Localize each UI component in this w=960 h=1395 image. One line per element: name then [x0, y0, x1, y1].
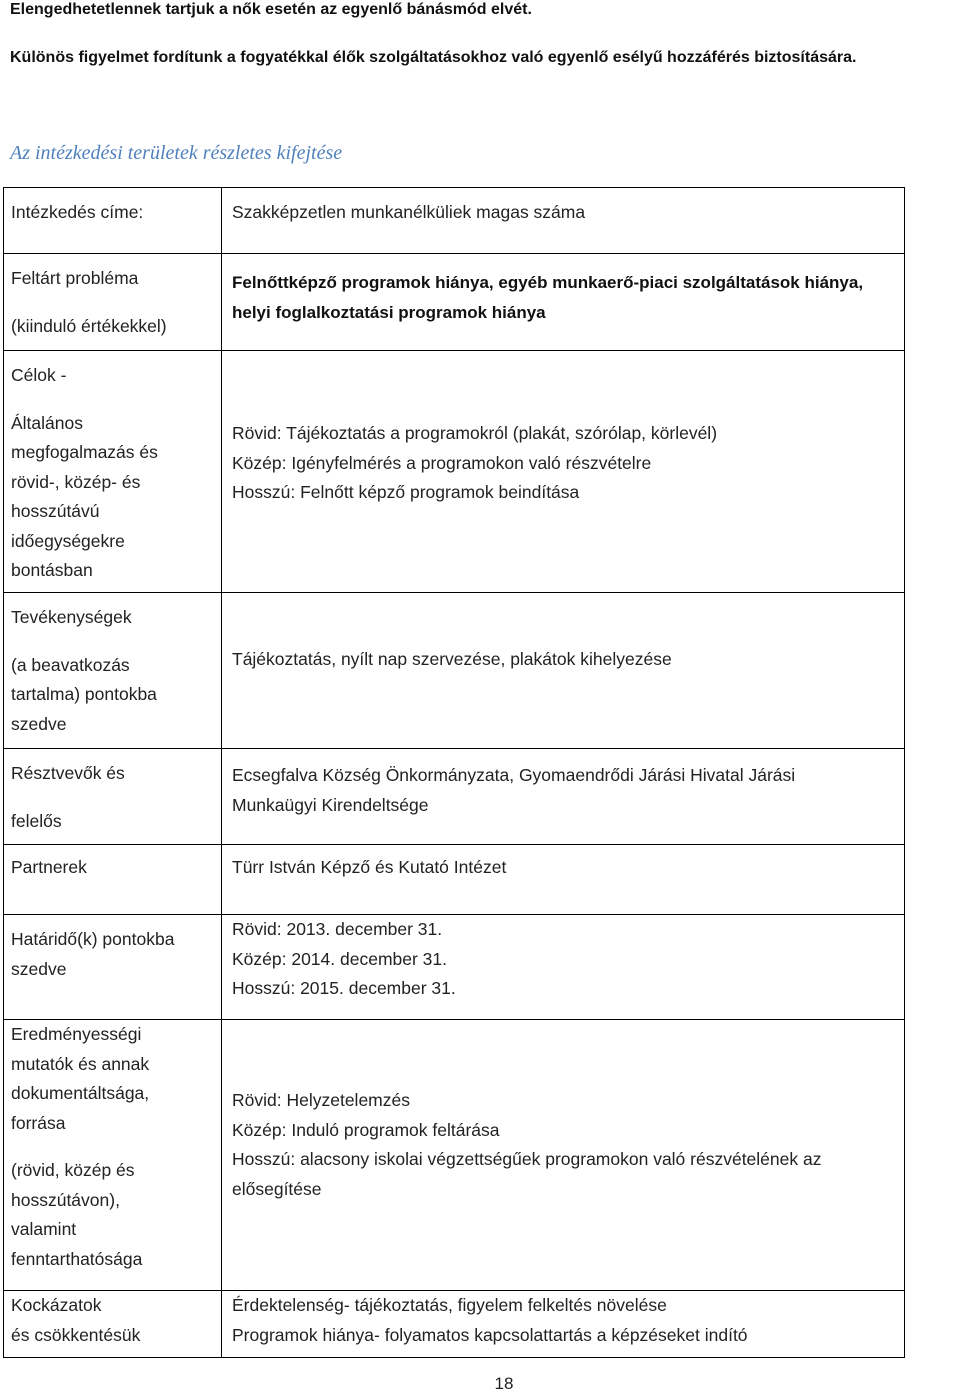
- label-cell: [4, 749, 222, 845]
- table-row-indicators: [4, 1020, 905, 1291]
- row-label: Eredményességi: [11, 1024, 142, 1044]
- row-label: Partnerek: [11, 857, 87, 877]
- row-value: helyi foglalkoztatási programok hiánya: [232, 302, 546, 322]
- value-cell: [222, 254, 905, 351]
- label-cell: [4, 254, 222, 351]
- row-value: Rövid: 2013. december 31.: [232, 919, 443, 939]
- row-value: Rövid: Helyzetelemzés: [232, 1090, 410, 1110]
- row-label: felelős: [11, 810, 62, 831]
- value-cell: [222, 1291, 905, 1358]
- page-number: 18: [494, 1374, 514, 1393]
- label-cell: [4, 1020, 222, 1291]
- row-label: szedve: [11, 713, 67, 734]
- row-label: bontásban: [11, 560, 93, 580]
- row-value: Közép: 2014. december 31.: [232, 948, 448, 969]
- value-cell: [222, 593, 905, 749]
- value-cell: [222, 845, 905, 915]
- value-cell: [222, 749, 905, 845]
- row-value: Hosszú: Felnőtt képző programok beindítása: [232, 482, 580, 502]
- table-row-deadline: [4, 915, 905, 1020]
- row-value: Hosszú: 2015. december 31.: [232, 978, 456, 998]
- row-label: Általános: [11, 412, 83, 433]
- row-label: rövid-, közép- és: [11, 471, 141, 492]
- row-value: Szakképzetlen munkanélküliek magas száma: [232, 202, 586, 222]
- row-label: valamint: [11, 1219, 77, 1239]
- section-title: Az intézkedési területek részletes kifejtése: [10, 142, 343, 164]
- row-label: Célok -: [11, 365, 67, 385]
- row-value: Érdektelenség- tájékoztatás, figyelem felkeltés növelése: [232, 1295, 667, 1315]
- table-row-activities: [4, 593, 905, 749]
- row-label: megfogalmazás és: [11, 442, 158, 462]
- row-label: Tevékenységek: [11, 607, 132, 627]
- label-cell: [4, 593, 222, 749]
- row-label: Határidő(k) pontokba: [11, 929, 175, 949]
- row-label: (a beavatkozás: [11, 654, 130, 675]
- row-value: Programok hiánya- folyamatos kapcsolattartás a képzéseket indító: [232, 1324, 748, 1345]
- row-label: és csökkentésük: [11, 1324, 141, 1345]
- row-label: tartalma) pontokba: [11, 684, 157, 704]
- row-label: mutatók és annak: [11, 1053, 150, 1074]
- row-label: (rövid, közép és: [11, 1160, 135, 1180]
- row-label: időegységekre: [11, 530, 125, 551]
- table-row-risks: [4, 1291, 905, 1358]
- row-label: (kiinduló értékekkel): [11, 315, 167, 336]
- row-value: Felnőttképző programok hiánya, egyéb munkaerő-piaci szolgáltatások hiánya,: [232, 273, 864, 292]
- row-value: Tájékoztatás, nyílt nap szervezése, plakátok kihelyezése: [232, 649, 672, 669]
- label-cell: [4, 188, 222, 254]
- row-label: Feltárt probléma: [11, 268, 139, 288]
- label-cell: [4, 351, 222, 593]
- row-label: Résztvevők és: [11, 763, 125, 783]
- intro-line-2: Különös figyelmet fordítunk a fogyatékkal élők szolgáltatásokhoz való egyenlő esélyű hozzáférés biztosítására.: [10, 49, 857, 66]
- value-cell: [222, 188, 905, 254]
- row-value: Hosszú: alacsony iskolai végzettségűek programokon való részvételének az: [232, 1149, 822, 1169]
- value-cell: [222, 351, 905, 593]
- row-value: Közép: Igényfelmérés a programokon való részvételre: [232, 452, 652, 473]
- row-label: fenntarthatósága: [11, 1248, 143, 1269]
- intro-line-1: Elengedhetetlennek tartjuk a nők esetén az egyenlő bánásmód elvét.: [10, 1, 532, 18]
- measure-table: [3, 187, 905, 1358]
- value-cell: [222, 915, 905, 1020]
- table-row-title: [4, 188, 905, 254]
- row-label: szedve: [11, 958, 67, 979]
- row-value: Rövid: Tájékoztatás a programokról (plakát, szórólap, körlevél): [232, 423, 718, 443]
- row-value: elősegítése: [232, 1178, 322, 1199]
- row-label: hosszútávon),: [11, 1189, 120, 1210]
- table-row-problem: [4, 254, 905, 351]
- row-value: Türr István Képző és Kutató Intézet: [232, 857, 507, 877]
- row-label: Kockázatok: [11, 1295, 102, 1315]
- row-label: Intézkedés címe:: [11, 202, 144, 222]
- table-row-participants: [4, 749, 905, 845]
- label-cell: [4, 1291, 222, 1358]
- table-row-partners: [4, 845, 905, 915]
- row-label: dokumentáltsága,: [11, 1083, 150, 1103]
- label-cell: [4, 845, 222, 915]
- row-value: Munkaügyi Kirendeltsége: [232, 794, 429, 815]
- table-row-goals: [4, 351, 905, 593]
- row-value: Ecsegfalva Község Önkormányzata, Gyomaendrődi Járási Hivatal Járási: [232, 765, 796, 785]
- label-cell: [4, 915, 222, 1020]
- row-label: forrása: [11, 1112, 66, 1133]
- row-label: hosszútávú: [11, 501, 100, 521]
- row-value: Közép: Induló programok feltárása: [232, 1119, 500, 1140]
- value-cell: [222, 1020, 905, 1291]
